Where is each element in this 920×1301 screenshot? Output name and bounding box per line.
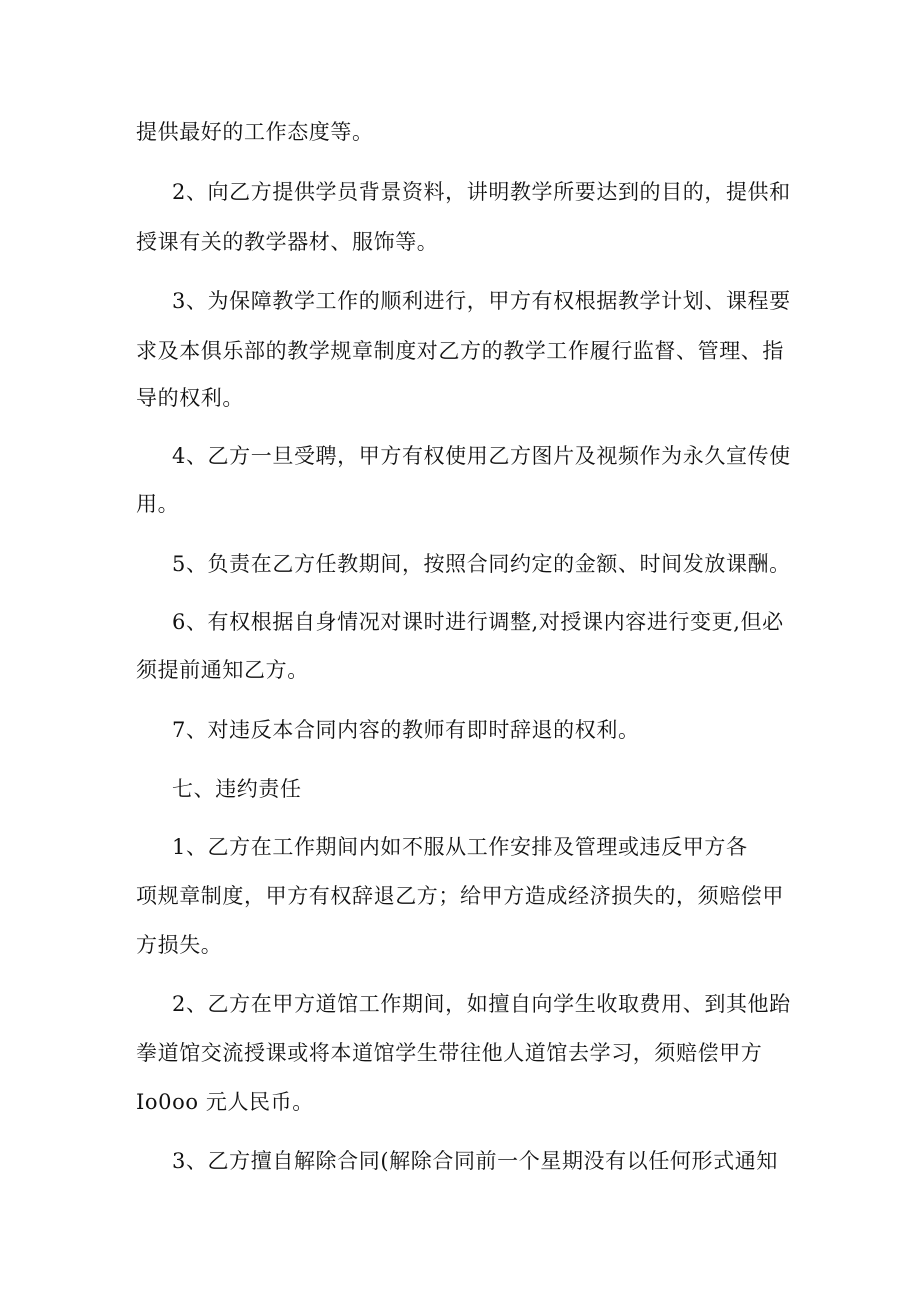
- paragraph-line: 3、为保障教学工作的顺利进行，甲方有权根据教学计划、课程要: [172, 289, 791, 313]
- paragraph-line: 导的权利。: [136, 386, 244, 410]
- paragraph-line: 3、乙方擅自解除合同(解除合同前一个星期没有以任何形式通知: [172, 1149, 778, 1173]
- paragraph-line: 1、乙方在工作期间内如不服从工作安排及管理或违反甲方各: [172, 835, 748, 859]
- paragraph-line: 求及本俱乐部的教学规章制度对乙方的教学工作履行监督、管理、指: [136, 339, 784, 363]
- paragraph-line: 6、有权根据自身情况对课时进行调整,对授课内容进行变更,但必: [172, 610, 784, 634]
- paragraph-line: 用。: [136, 492, 180, 516]
- paragraph-line: 2、向乙方提供学员背景资料，讲明教学所要达到的目的，提供和: [172, 180, 791, 204]
- paragraph-line: 项规章制度，甲方有权辞退乙方；给甲方造成经济损失的，须赔偿甲: [136, 884, 784, 908]
- paragraph-line: 2、乙方在甲方道馆工作期间，如擅自向学生收取费用、到其他跆: [172, 992, 791, 1016]
- section-heading: 七、违约责任: [172, 777, 302, 801]
- paragraph-line: 7、对违反本合同内容的教师有即时辞退的权利。: [172, 718, 640, 742]
- paragraph-line: 授课有关的教学器材、服饰等。: [136, 230, 439, 254]
- paragraph-line: 方损失。: [136, 933, 223, 957]
- paragraph-line: 提供最好的工作态度等。: [136, 120, 374, 144]
- paragraph-line: 须提前通知乙方。: [136, 658, 309, 682]
- paragraph-line: 4、乙方一旦受聘，甲方有权使用乙方图片及视频作为永久宣传使: [172, 444, 791, 468]
- paragraph-line: Io0oo 元人民币。: [136, 1090, 314, 1114]
- paragraph-line: 拳道馆交流授课或将本道馆学生带往他人道馆去学习，须赔偿甲方: [136, 1041, 763, 1065]
- paragraph-line: 5、负责在乙方任教期间，按照合同约定的金额、时间发放课酬。: [172, 552, 791, 576]
